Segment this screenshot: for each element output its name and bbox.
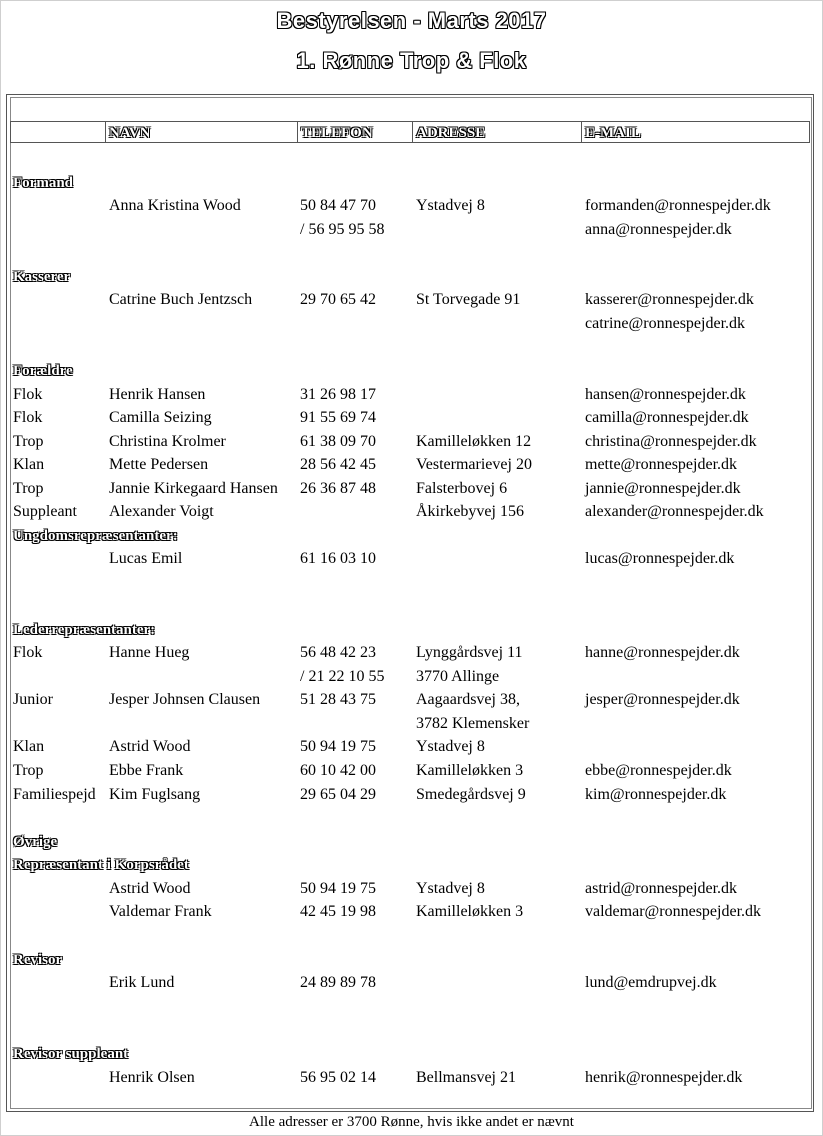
member-email: christina@ronnespejder.dk <box>585 433 757 450</box>
member-address: 3770 Allinge <box>416 668 500 685</box>
member-role: Flok <box>13 386 43 403</box>
member-phone: 50 84 47 70 <box>300 197 376 214</box>
member-name: Astrid Wood <box>109 880 191 897</box>
member-role: Flok <box>13 644 43 661</box>
member-name: Ebbe Frank <box>109 762 184 779</box>
member-name: Jannie Kirkegaard Hansen <box>109 480 278 497</box>
section-korps: Repræsentant i Korpsrådet <box>13 857 189 873</box>
member-role: Junior <box>13 691 53 708</box>
member-address: Lynggårdsvej 11 <box>416 644 523 661</box>
header-email: E-MAIL <box>581 121 810 143</box>
member-email: mette@ronnespejder.dk <box>585 456 738 473</box>
member-email: kasserer@ronnespejder.dk <box>585 291 754 308</box>
member-phone: 26 36 87 48 <box>300 480 376 497</box>
member-name: Hanne Hueg <box>109 644 190 661</box>
member-address: Falsterbovej 6 <box>416 480 508 497</box>
member-phone: 60 10 42 00 <box>300 762 376 779</box>
member-address: 3782 Klemensker <box>416 715 530 732</box>
member-phone: 28 56 42 45 <box>300 456 376 473</box>
member-email: hanne@ronnespejder.dk <box>585 644 740 661</box>
member-address: Ystadvej 8 <box>416 880 485 897</box>
member-role: Trop <box>13 480 44 497</box>
member-phone: 61 38 09 70 <box>300 433 376 450</box>
member-address: Kamilleløkken 3 <box>416 903 524 920</box>
member-email: jannie@ronnespejder.dk <box>585 480 741 497</box>
member-name: Henrik Olsen <box>109 1069 195 1086</box>
member-phone: 42 45 19 98 <box>300 903 376 920</box>
section-ovrige: Øvrige <box>13 834 58 850</box>
member-phone: 51 28 43 75 <box>300 691 376 708</box>
member-address: Vestermarievej 20 <box>416 456 532 473</box>
member-phone: 29 70 65 42 <box>300 291 376 308</box>
section-kasserer: Kasserer <box>13 269 71 285</box>
member-phone: / 56 95 95 58 <box>300 221 385 238</box>
member-phone: 61 16 03 10 <box>300 550 376 567</box>
member-email: formanden@ronnespejder.dk <box>585 197 771 214</box>
member-address: Åkirkebyvej 156 <box>416 503 524 520</box>
member-phone: 91 55 69 74 <box>300 409 376 426</box>
page-subtitle: 1. Rønne Trop & Flok <box>296 48 527 73</box>
section-revisor: Revisor <box>13 952 63 968</box>
member-phone: 31 26 98 17 <box>300 386 376 403</box>
member-phone: 50 94 19 75 <box>300 738 376 755</box>
member-address: Kamilleløkken 3 <box>416 762 524 779</box>
section-formand: Formand <box>13 175 73 191</box>
member-email: astrid@ronnespejder.dk <box>585 880 738 897</box>
member-email: lund@emdrupvej.dk <box>585 974 717 991</box>
member-phone: 56 48 42 23 <box>300 644 376 661</box>
header-adresse: ADRESSE <box>412 121 582 143</box>
member-address: Kamilleløkken 12 <box>416 433 532 450</box>
section-ungdom: Ungdomsrepræsentanter: <box>13 528 178 544</box>
member-phone: 24 89 89 78 <box>300 974 376 991</box>
page-title: Bestyrelsen - Marts 2017 <box>276 8 547 33</box>
header-navn: NAVN <box>105 121 298 143</box>
member-name: Alexander Voigt <box>109 503 214 520</box>
member-role: Trop <box>13 433 44 450</box>
member-email: alexander@ronnespejder.dk <box>585 503 764 520</box>
section-leder: Lederrepræsentanter: <box>13 622 156 638</box>
member-address: Ystadvej 8 <box>416 738 485 755</box>
member-name: Christina Krolmer <box>109 433 226 450</box>
member-role: Familiespejd <box>13 786 96 803</box>
member-phone: 56 95 02 14 <box>300 1069 376 1086</box>
member-email: anna@ronnespejder.dk <box>585 221 732 238</box>
member-phone: / 21 22 10 55 <box>300 668 385 685</box>
member-name: Henrik Hansen <box>109 386 206 403</box>
member-email: henrik@ronnespejder.dk <box>585 1069 743 1086</box>
member-name: Astrid Wood <box>109 738 191 755</box>
member-address: St Torvegade 91 <box>416 291 521 308</box>
member-address: Ystadvej 8 <box>416 197 485 214</box>
member-email: jesper@ronnespejder.dk <box>585 691 740 708</box>
member-phone: 29 65 04 29 <box>300 786 376 803</box>
member-role: Klan <box>13 738 45 755</box>
member-email: ebbe@ronnespejder.dk <box>585 762 732 779</box>
member-role: Klan <box>13 456 45 473</box>
member-address: Smedegårdsvej 9 <box>416 786 526 803</box>
member-name: Kim Fuglsang <box>109 786 201 803</box>
section-foraeldre: Forældre <box>13 363 73 379</box>
member-email: camilla@ronnespejder.dk <box>585 409 749 426</box>
member-name: Mette Pedersen <box>109 456 209 473</box>
member-name: Erik Lund <box>109 974 175 991</box>
section-revisor-suppleant: Revisor suppleant <box>13 1046 129 1062</box>
member-role: Flok <box>13 409 43 426</box>
member-name: Jesper Johnsen Clausen <box>109 691 261 708</box>
member-name: Anna Kristina Wood <box>109 197 241 214</box>
member-name: Catrine Buch Jentzsch <box>109 291 253 308</box>
member-email: valdemar@ronnespejder.dk <box>585 903 762 920</box>
member-role: Trop <box>13 762 44 779</box>
member-email: hansen@ronnespejder.dk <box>585 386 746 403</box>
member-email: lucas@ronnespejder.dk <box>585 550 735 567</box>
member-email: kim@ronnespejder.dk <box>585 786 727 803</box>
member-phone: 50 94 19 75 <box>300 880 376 897</box>
member-email: catrine@ronnespejder.dk <box>585 315 746 332</box>
footer-note: Alle adresser er 3700 Rønne, hvis ikke andet er nævnt <box>249 1114 574 1130</box>
member-name: Valdemar Frank <box>109 903 212 920</box>
member-address: Aagaardsvej 38, <box>416 691 520 708</box>
member-name: Lucas Emil <box>109 550 183 567</box>
member-name: Camilla Seizing <box>109 409 212 426</box>
member-role: Suppleant <box>13 503 77 520</box>
member-address: Bellmansvej 21 <box>416 1069 516 1086</box>
header-telefon: TELEFON <box>297 121 413 143</box>
